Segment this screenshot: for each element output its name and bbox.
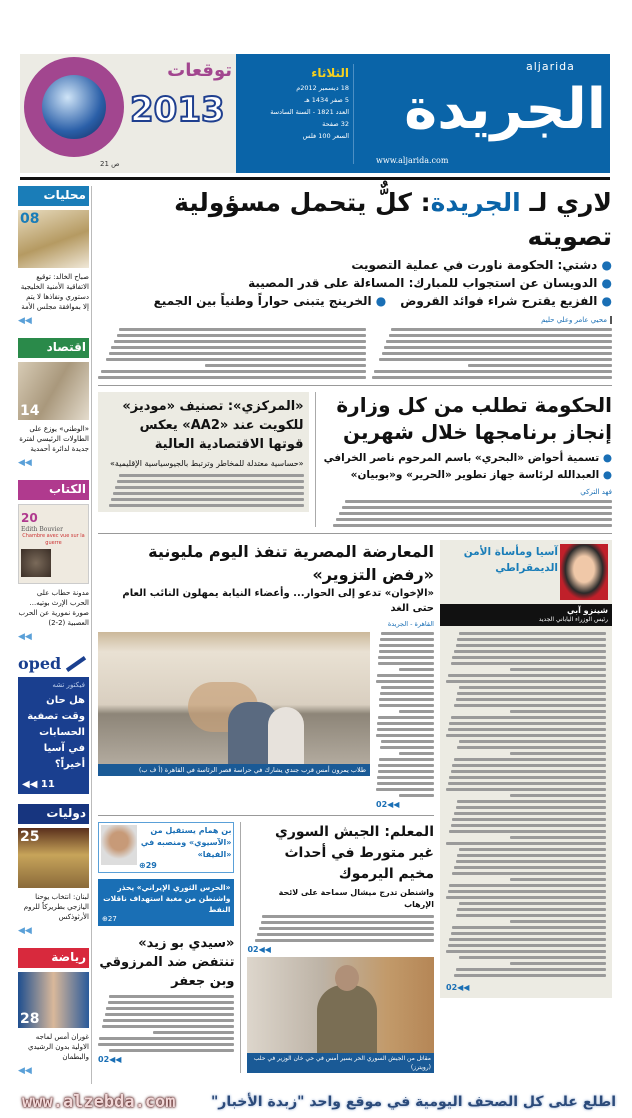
oped-title: هل حان وقت تصفية الحسابات في آسيا أخيراً؟ bbox=[27, 695, 85, 770]
text-line bbox=[105, 1013, 235, 1016]
text-line bbox=[457, 638, 606, 641]
economy-photo[interactable] bbox=[18, 362, 89, 420]
text-line bbox=[381, 740, 434, 743]
text-line bbox=[342, 506, 612, 509]
text-line bbox=[510, 710, 606, 713]
text-line bbox=[459, 956, 606, 959]
sidi-headline[interactable]: «سيدي بو زيد» تنتفض ضد المرزوقي وبن جعفر bbox=[99, 936, 235, 989]
text-line bbox=[456, 860, 606, 863]
book-author: Edith Bouvier bbox=[21, 526, 63, 533]
text-line bbox=[336, 518, 612, 521]
section-rule bbox=[98, 815, 434, 816]
text-line bbox=[452, 764, 606, 767]
text-line bbox=[109, 995, 235, 998]
text-line bbox=[446, 842, 606, 845]
sidebar-intl-header[interactable]: دوليات bbox=[18, 804, 89, 824]
oped-logo: oped bbox=[18, 654, 62, 673]
text-line bbox=[378, 764, 434, 767]
egypt-headline[interactable]: المعارضة المصرية تنفذ اليوم مليونية «رفض التزوير» bbox=[148, 542, 434, 584]
syria-photo-caption: مقاتل من الجيش السوري الحر يسير أمس في حي خان الوزير في حلب (رويترز) bbox=[247, 1053, 434, 1073]
text-line bbox=[510, 836, 606, 839]
page-number: 20 bbox=[21, 511, 38, 525]
text-line bbox=[456, 698, 606, 701]
text-line bbox=[386, 340, 612, 343]
text-line bbox=[109, 1049, 235, 1052]
text-line bbox=[451, 716, 606, 719]
text-line bbox=[446, 680, 606, 683]
text-line bbox=[449, 938, 606, 941]
text-line bbox=[374, 370, 612, 373]
gov-bullet: ● العبدالله لرئاسة جهاز تطوير «الحرير» و«بوبيان» bbox=[350, 469, 612, 481]
text-line bbox=[380, 638, 434, 641]
intl-caption[interactable]: لبنان: انتخاب يوحنا اليازجي بطريركاً للروم الأرثوذكس bbox=[23, 893, 89, 921]
text-line bbox=[454, 704, 606, 707]
gov-bullets bbox=[322, 450, 612, 484]
text-line bbox=[111, 498, 304, 501]
text-line bbox=[451, 932, 606, 935]
hammam-portrait bbox=[101, 825, 137, 865]
text-line bbox=[449, 776, 606, 779]
text-line bbox=[117, 480, 304, 483]
text-line bbox=[510, 668, 606, 671]
syria-page-ref[interactable]: 02◀◀ bbox=[247, 945, 271, 954]
text-line bbox=[457, 746, 606, 749]
text-line bbox=[459, 686, 606, 689]
local-caption[interactable]: صباح الخالد: توقيع الاتفاقية الأمنية الخليجية دستوري ونفاذها لا يتم إلا بموافقة مجلس الأمة bbox=[20, 273, 89, 311]
section-rule bbox=[98, 385, 612, 386]
footer-url[interactable]: www.alzebda.com bbox=[22, 1092, 176, 1112]
book-title: Chambre avec vue sur la guerre bbox=[22, 533, 85, 546]
text-line bbox=[454, 866, 606, 869]
text-line bbox=[510, 920, 606, 923]
egypt-page-ref[interactable]: 02◀◀ bbox=[376, 800, 400, 809]
lead-byline: محيي عامر وعلي حليم bbox=[98, 316, 612, 324]
book-caption[interactable]: مدونة حطاب على الحرب الإرث بوتيه... صورة نمورية عن الحرب العصبية (2-2) bbox=[18, 589, 89, 627]
text-line bbox=[378, 716, 434, 719]
syria-body-text bbox=[247, 915, 434, 942]
text-line bbox=[510, 752, 606, 755]
text-line bbox=[261, 921, 434, 924]
page-number: 14 bbox=[20, 403, 40, 419]
text-line bbox=[510, 794, 606, 797]
text-line bbox=[378, 770, 434, 773]
book-cover[interactable] bbox=[18, 504, 89, 584]
text-line bbox=[98, 376, 366, 379]
iran-page-ref: ⊕27 bbox=[102, 915, 117, 923]
text-line bbox=[379, 698, 434, 701]
text-line bbox=[457, 854, 606, 857]
text-line bbox=[449, 722, 606, 725]
oped-box[interactable] bbox=[18, 677, 89, 794]
intl-photo[interactable] bbox=[18, 828, 89, 888]
text-line bbox=[454, 758, 606, 761]
text-line bbox=[377, 722, 434, 725]
text-line bbox=[372, 376, 612, 379]
lead-headline[interactable]: لاري لـ الجريدة: كلٌّ يتحمل مسؤولية تصويته bbox=[174, 188, 612, 251]
text-line bbox=[459, 632, 606, 635]
text-line bbox=[457, 908, 606, 911]
opinion-author-role: رئيس الوزراء الياباني الجديد bbox=[538, 616, 608, 623]
logo-latin: aljarida bbox=[526, 60, 575, 73]
text-line bbox=[399, 752, 434, 755]
text-line bbox=[446, 788, 606, 791]
text-line bbox=[454, 650, 606, 653]
oped-page: ◀◀ 11 bbox=[22, 779, 55, 790]
masthead bbox=[20, 54, 610, 173]
sports-caption[interactable]: غوران أمس لماجه الاولية بدون الرشيدي والبطمان bbox=[28, 1033, 89, 1061]
text-line bbox=[510, 962, 606, 965]
text-line bbox=[103, 1019, 234, 1022]
price: السعر 100 فلس bbox=[302, 132, 349, 140]
main-content bbox=[98, 186, 612, 1084]
sidebar bbox=[18, 186, 92, 1084]
opinion-title: آسيا ومأساة الأمن الديمقراطي bbox=[463, 546, 558, 574]
page-number: 28 bbox=[20, 1011, 40, 1027]
text-line bbox=[456, 644, 606, 647]
issue-number: العدد 1821 - السنة السادسة bbox=[270, 108, 349, 116]
website[interactable]: www.aljarida.com bbox=[376, 156, 449, 165]
gov-bullet: ● تسمية أحواض «البحري» باسم المرحوم ناصر الخرافي bbox=[323, 452, 612, 464]
text-line bbox=[379, 358, 612, 361]
text-line bbox=[448, 890, 606, 893]
promo-2013[interactable] bbox=[20, 54, 236, 173]
text-line bbox=[459, 902, 606, 905]
sidebar-local-header[interactable]: محليات bbox=[18, 186, 89, 206]
text-line bbox=[399, 710, 434, 713]
egypt-byline: القاهرة - الجريدة bbox=[387, 620, 434, 628]
text-line bbox=[381, 686, 434, 689]
more-arrow-icon[interactable]: ◀◀ bbox=[18, 926, 32, 936]
more-arrow-icon[interactable]: ◀◀ bbox=[18, 458, 32, 468]
text-line bbox=[259, 927, 434, 930]
text-line bbox=[153, 1031, 235, 1034]
text-line bbox=[399, 668, 434, 671]
egypt-photo-caption: طلاب يمرون أمس قرب جندي يشارك في حراسة قصر الرئاسة في القاهرة (أ ف ب) bbox=[98, 764, 370, 776]
text-line bbox=[99, 1037, 234, 1040]
promo-year: 2013 bbox=[130, 90, 225, 130]
central-body-text bbox=[103, 474, 304, 507]
text-line bbox=[510, 878, 606, 881]
text-line bbox=[339, 512, 612, 515]
text-line bbox=[454, 974, 606, 977]
lead-bullet: ● الخرينج يتبنى حواراً وطنياً بين الجميع bbox=[153, 294, 387, 308]
oped-author: فيكتور تشه bbox=[52, 681, 85, 689]
page-count: 32 صفحة bbox=[322, 120, 349, 128]
text-line bbox=[454, 812, 606, 815]
opinion-column[interactable] bbox=[440, 540, 612, 998]
text-line bbox=[468, 364, 612, 367]
syria-subheadline: واشنطن تدرج ميشال سماحة على لائحة الإرهاب bbox=[278, 888, 434, 909]
more-arrow-icon[interactable]: ◀◀ bbox=[18, 316, 32, 326]
text-line bbox=[377, 728, 434, 731]
local-photo[interactable] bbox=[18, 210, 89, 268]
text-line bbox=[379, 704, 434, 707]
text-line bbox=[448, 674, 606, 677]
text-line bbox=[451, 662, 606, 665]
column-rule bbox=[240, 822, 241, 1073]
text-line bbox=[457, 800, 606, 803]
text-line bbox=[376, 734, 434, 737]
lead-bullets bbox=[98, 256, 612, 310]
text-line bbox=[106, 1007, 234, 1010]
text-line bbox=[205, 364, 366, 367]
text-line bbox=[457, 692, 606, 695]
lead-bullet: ● الفزيع يقترح شراء فوائد القروض bbox=[400, 294, 612, 308]
more-arrow-icon[interactable]: ◀◀ bbox=[18, 1066, 32, 1076]
text-line bbox=[376, 788, 434, 791]
text-line bbox=[119, 474, 304, 477]
text-line bbox=[384, 346, 612, 349]
text-line bbox=[382, 352, 612, 355]
text-line bbox=[452, 656, 606, 659]
text-line bbox=[377, 776, 434, 779]
text-line bbox=[380, 692, 434, 695]
lead-bullet: ● الدويسان عن استجواب للمبارك: المساءلة على قدر المصيبة bbox=[248, 276, 612, 290]
text-line bbox=[115, 486, 304, 489]
text-line bbox=[102, 1025, 234, 1028]
gov-headline[interactable]: الحكومة تطلب من كل وزارة إنجاز برنامجها خلال شهرين bbox=[336, 393, 612, 444]
text-line bbox=[111, 346, 366, 349]
text-line bbox=[459, 740, 606, 743]
section-rule bbox=[98, 533, 612, 534]
text-line bbox=[452, 926, 606, 929]
column-rule bbox=[315, 392, 316, 527]
hammam-text: بن همام يستقيل من «الآسيوي» ومنصبه في «الفيفا» bbox=[140, 826, 232, 859]
text-line bbox=[98, 1043, 234, 1046]
text-line bbox=[456, 968, 606, 971]
text-line bbox=[381, 632, 434, 635]
text-line bbox=[108, 1001, 235, 1004]
sidebar-sports-header[interactable]: رياضة bbox=[18, 948, 89, 968]
opinion-body-text bbox=[440, 626, 612, 983]
text-line bbox=[391, 328, 612, 331]
text-line bbox=[452, 872, 606, 875]
logo[interactable]: الجريدة bbox=[404, 77, 606, 142]
text-line bbox=[262, 915, 434, 918]
egypt-body-text bbox=[376, 632, 434, 797]
text-line bbox=[452, 818, 606, 821]
sports-photo[interactable] bbox=[18, 972, 89, 1028]
sidi-body-text bbox=[98, 995, 234, 1052]
masthead-rule bbox=[20, 177, 610, 180]
page-number: 08 bbox=[20, 211, 40, 227]
text-line bbox=[448, 782, 606, 785]
masthead-blue bbox=[236, 54, 610, 173]
date-info bbox=[242, 64, 354, 164]
text-line bbox=[448, 728, 606, 731]
opinion-page-ref[interactable]: 02◀◀ bbox=[446, 983, 470, 992]
text-line bbox=[376, 680, 434, 683]
text-line bbox=[106, 358, 366, 361]
text-line bbox=[378, 662, 434, 665]
text-line bbox=[448, 944, 606, 947]
text-line bbox=[377, 674, 434, 677]
text-line bbox=[101, 370, 366, 373]
egypt-photo[interactable] bbox=[98, 632, 370, 764]
text-line bbox=[333, 524, 612, 527]
more-arrow-icon[interactable]: ◀◀ bbox=[18, 632, 32, 642]
sidebar-book-header[interactable]: الكتاب bbox=[18, 480, 89, 500]
central-bank-box[interactable] bbox=[98, 392, 309, 512]
lead-bullet: ● دشتي: الحكومة ناورت في عملية التصويت bbox=[351, 258, 612, 272]
central-headline: «المركزي»: تصنيف «موديز» للكويت عند «AA2» يعكس قوتها الاقتصادية العالية bbox=[122, 399, 304, 452]
text-line bbox=[377, 782, 434, 785]
author-portrait bbox=[560, 544, 608, 600]
text-line bbox=[389, 334, 612, 337]
text-line bbox=[109, 504, 304, 507]
page-number: 25 bbox=[20, 829, 40, 845]
text-line bbox=[451, 770, 606, 773]
author-band bbox=[440, 604, 612, 626]
text-line bbox=[379, 650, 434, 653]
text-line bbox=[380, 746, 434, 749]
text-line bbox=[446, 734, 606, 737]
day: الثلاثاء bbox=[311, 66, 349, 80]
text-line bbox=[255, 939, 434, 942]
text-line bbox=[446, 950, 606, 953]
syria-photo[interactable] bbox=[247, 957, 434, 1053]
text-line bbox=[451, 824, 606, 827]
promo-page: ص 21 bbox=[100, 160, 120, 168]
gov-byline: فهد التركي bbox=[580, 488, 612, 496]
text-line bbox=[117, 334, 366, 337]
economy-caption[interactable]: «الوطني» يوزع على الطاولات الرئيسي لفترة جديدة لدائرة أحمدية bbox=[19, 425, 89, 453]
text-line bbox=[456, 914, 606, 917]
syria-headline[interactable]: المعلم: الجيش السوري غير متورط في أحداث مخيم اليرموك bbox=[274, 824, 434, 882]
central-subheadline: «حساسية معتدلة للمخاطر وترتبط بالجيوسياسية الإقليمية» bbox=[110, 459, 304, 468]
date-gregorian: 18 ديسمبر 2012م bbox=[296, 84, 349, 92]
opinion-author: شينزو آبي bbox=[567, 606, 608, 615]
text-line bbox=[446, 896, 606, 899]
text-line bbox=[379, 758, 434, 761]
egypt-subheadline: «الإخوان» تدعو إلى الحوار... وأعضاء النيابة يمهلون النائب العام حتى الغد bbox=[122, 588, 434, 614]
text-line bbox=[109, 352, 366, 355]
pen-icon bbox=[66, 656, 86, 672]
text-line bbox=[378, 656, 434, 659]
text-line bbox=[449, 830, 606, 833]
date-hijri: 5 صفر 1434 هـ bbox=[304, 96, 349, 104]
text-line bbox=[449, 884, 606, 887]
text-line bbox=[379, 644, 434, 647]
promo-title: توقعات bbox=[167, 60, 232, 81]
footer-slogan: اطلع على كل الصحف اليومية في موقع واحد "زبدة الأخبار" bbox=[210, 1094, 616, 1110]
hammam-page-ref: ⊕29 bbox=[139, 861, 157, 870]
text-line bbox=[119, 328, 366, 331]
text-line bbox=[456, 806, 606, 809]
text-line bbox=[257, 933, 434, 936]
iran-text: «الحرس الثوري الإيراني» يحذر واشنطن من مغبة استهداف ناقلات النفط bbox=[103, 883, 231, 914]
zodiac-wheel-icon bbox=[24, 57, 124, 157]
footer bbox=[22, 1092, 616, 1112]
lead-body-text bbox=[98, 328, 366, 379]
lead-body-text bbox=[372, 328, 612, 379]
hammam-box[interactable] bbox=[98, 822, 234, 873]
text-line bbox=[459, 848, 606, 851]
text-line bbox=[114, 340, 366, 343]
text-line bbox=[113, 492, 304, 495]
sidebar-economy-header[interactable]: اقتصاد bbox=[18, 338, 89, 358]
iran-box[interactable] bbox=[98, 879, 234, 926]
gov-body-text bbox=[322, 500, 612, 527]
text-line bbox=[399, 794, 434, 797]
text-line bbox=[345, 500, 612, 503]
sidi-page-ref[interactable]: 02◀◀ bbox=[98, 1055, 122, 1064]
